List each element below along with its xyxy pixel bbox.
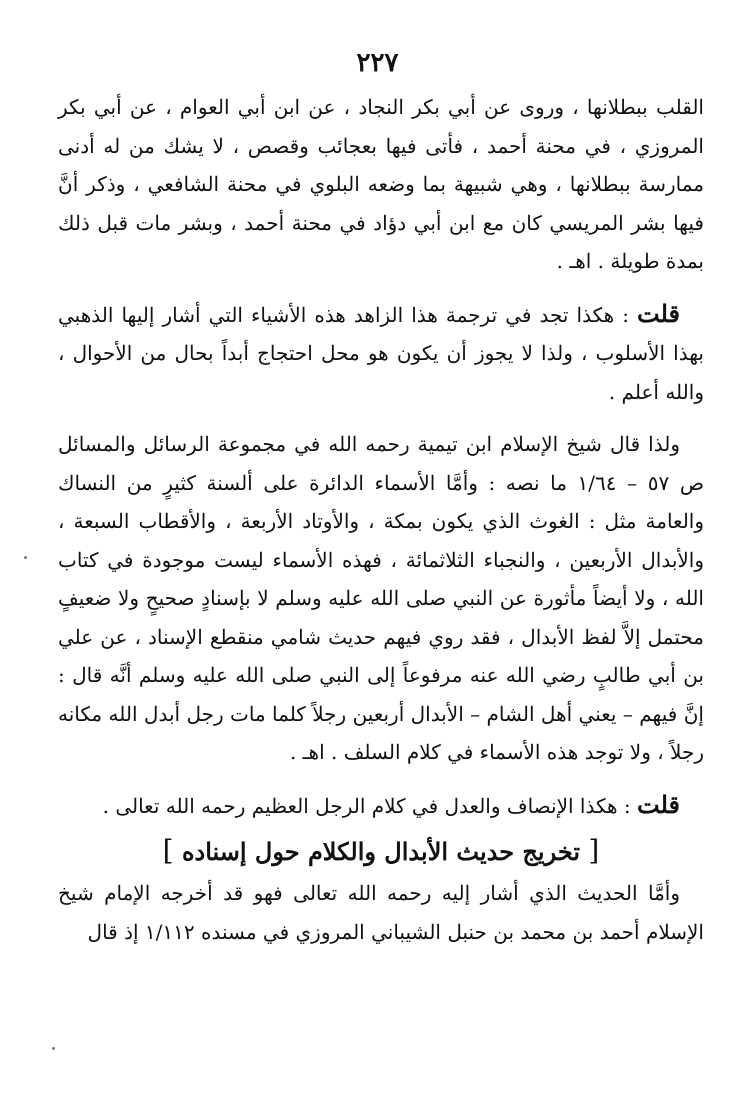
paragraph-4 xyxy=(58,786,704,826)
heading-text: تخريج حديث الأبدال والكلام حول إسناده xyxy=(181,837,581,866)
paragraph-3: ولذا قال شيخ الإسلام ابن تيمية رحمه الله في مجموعة الرسائل والمسائل ص ٥٧ – ١/٦٤ ما نصه : وأمَّا الأسماء الدائرة على ألسنة كثيرٍ من النساك والعامة مثل : الغوث الذي يكون بمكة ، والأوتاد الأربعة ، والأقطاب السبعة ، والأبدال الأربعين ، والنجباء الثلاثمائة ، فهذه الأسماء ليست موجودة في كتاب الله ، ولا أيضاً مأثورة عن النبي صلى الله عليه وسلم لا بإسنادٍ صحيحٍ ولا ضعيفٍ محتمل إلاَّ لفظ الأبدال ، فقد روي فيهم حديث شامي منقطع الإسناد ، عن علي بن أبي طالبٍ رضي الله عنه مرفوعاً إلى النبي صلى الله عليه وسلم أنَّه قال : إنَّ فيهم – يعني أهل الشام – الأبدال أربعين رجلاً كلما مات رجل أبدل الله مكانه رجلاً ، ولا توجد هذه الأسماء في كلام السلف . اهـ . xyxy=(58,432,705,764)
qult-label: قلت xyxy=(637,298,680,328)
heading-open-bracket: [ xyxy=(588,834,600,867)
scan-speck xyxy=(24,556,27,559)
page-number: ٢٢٧ xyxy=(356,48,399,78)
paragraph-2 xyxy=(58,295,704,412)
paragraph-4-text: : هكذا الإنصاف والعدل في كلام الرجل العظيم رحمه الله تعالى . xyxy=(102,793,638,818)
paragraph-2-text: : هكذا تجد في ترجمة هذا الزاهد هذه الأشياء التي أشار إليها الذهبي بهذا الأسلوب ، ولذا لا يجوز أن يكون هو محل احتجاج أبداً بحال من الأحوال ، والله أعلم . xyxy=(58,302,704,404)
heading-close-bracket: ] xyxy=(162,834,174,867)
qult-label: قلت xyxy=(637,789,680,819)
paragraph-1: القلب ببطلانها ، وروى عن أبي بكر النجاد ، عن ابن أبي العوام ، عن أبي بكر المروزي ، في محنة أحمد ، فأتى فيها بعجائب وقصص ، لا يشك من له أدنى ممارسة ببطلانها ، وهي شبيهة بما وضعه البلوي في محنة الشافعي ، وذكر أنَّ فيها بشر المريسي كان مع ابن أبي دؤاد في محنة أحمد ، وبشر مات قبل ذلك بمدة طويلة . اهـ . xyxy=(58,95,704,273)
paragraph-5: وأمَّا الحديث الذي أشار إليه رحمه الله تعالى فهو قد أخرجه الإمام شيخ الإسلام أحمد بن محمد بن حنبل الشيباني المروزي في مسنده ١/١١٢ إذ قال xyxy=(58,881,704,944)
body-text xyxy=(58,88,704,951)
section-heading xyxy=(58,831,704,872)
scan-speck xyxy=(52,1047,55,1050)
